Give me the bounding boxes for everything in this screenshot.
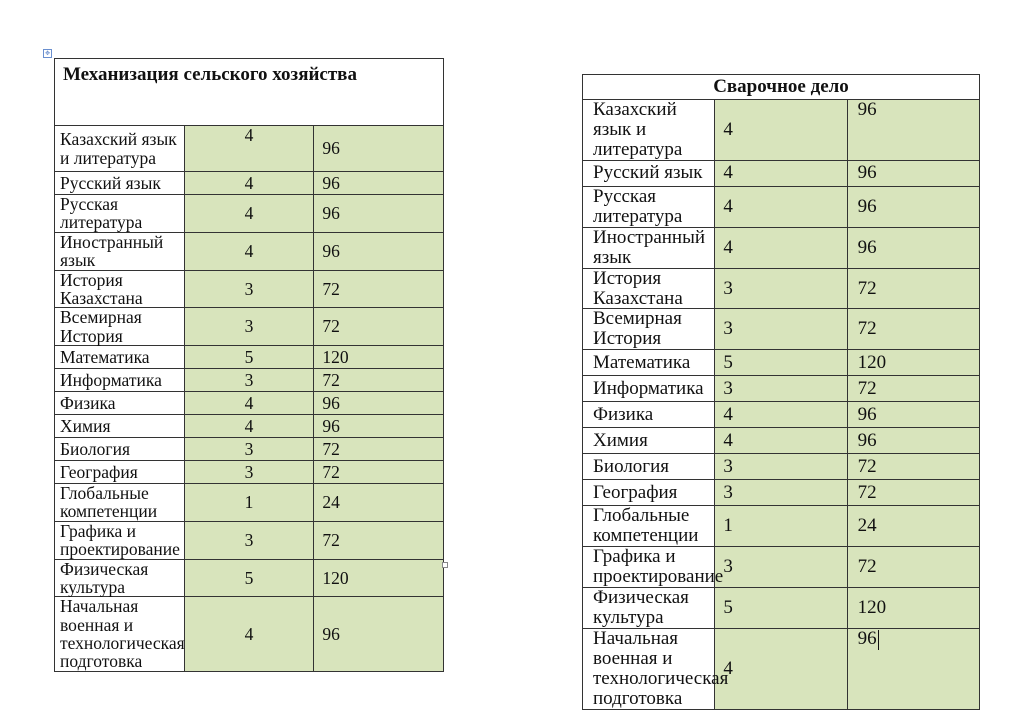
credits-cell[interactable]: 3: [715, 454, 847, 480]
hours-cell[interactable]: 72: [314, 308, 444, 346]
table-row: [583, 100, 980, 161]
credits-cell[interactable]: 4: [715, 402, 847, 428]
credits-cell[interactable]: 1: [184, 484, 314, 522]
table-title-row: [583, 75, 980, 100]
credits-cell[interactable]: 5: [715, 350, 847, 376]
credits-cell[interactable]: 4: [184, 172, 314, 195]
credits-cell[interactable]: 4: [184, 126, 314, 172]
hours-cell[interactable]: 120: [314, 559, 444, 597]
hours-cell[interactable]: 72: [314, 369, 444, 392]
hours-cell[interactable]: 96: [847, 186, 979, 227]
hours-cell[interactable]: 96: [314, 232, 444, 270]
subject-cell[interactable]: Всемирная История: [55, 308, 185, 346]
hours-value: 96: [857, 627, 877, 649]
subject-cell[interactable]: Физика: [583, 402, 715, 428]
table-row: [55, 270, 444, 308]
credits-cell[interactable]: 3: [715, 376, 847, 402]
hours-cell[interactable]: 96: [314, 597, 444, 672]
credits-cell[interactable]: 4: [184, 597, 314, 672]
subject-cell[interactable]: Химия: [583, 428, 715, 454]
hours-cell[interactable]: 96: [847, 428, 979, 454]
hours-cell[interactable]: 72: [847, 547, 979, 588]
credits-cell[interactable]: 4: [184, 392, 314, 415]
table-row: [583, 268, 980, 309]
credits-cell[interactable]: 4: [715, 186, 847, 227]
table-row: [583, 547, 980, 588]
credits-cell[interactable]: 4: [715, 100, 847, 161]
table-row: [583, 227, 980, 268]
subject-cell[interactable]: Биология: [55, 438, 185, 461]
table-row: [583, 186, 980, 227]
hours-cell[interactable]: 72: [314, 521, 444, 559]
subject-cell[interactable]: Всемирная История: [583, 309, 715, 350]
hours-cell[interactable]: 96: [314, 415, 444, 438]
credits-cell[interactable]: 3: [184, 308, 314, 346]
table-row: [55, 461, 444, 484]
credits-cell[interactable]: 4: [715, 628, 847, 709]
subject-cell[interactable]: Физика: [55, 392, 185, 415]
table-row: [55, 172, 444, 195]
subject-cell[interactable]: История Казахстана: [55, 270, 185, 308]
hours-cell[interactable]: 72: [847, 480, 979, 506]
credits-cell[interactable]: 5: [715, 588, 847, 629]
table-row: [55, 369, 444, 392]
subject-cell[interactable]: Информатика: [55, 369, 185, 392]
table-row: [583, 376, 980, 402]
hours-cell[interactable]: 96: [847, 402, 979, 428]
subject-cell[interactable]: Русский язык: [583, 160, 715, 186]
subject-cell[interactable]: География: [55, 461, 185, 484]
table-row: [55, 308, 444, 346]
hours-cell[interactable]: 72: [847, 376, 979, 402]
subject-cell[interactable]: Математика: [583, 350, 715, 376]
table-row: [583, 454, 980, 480]
table-row: [583, 309, 980, 350]
hours-cell[interactable]: 96: [314, 392, 444, 415]
hours-cell[interactable]: 120: [314, 346, 444, 369]
table-welding: [582, 74, 980, 710]
subject-cell[interactable]: Русский язык: [55, 172, 185, 195]
subject-cell[interactable]: Иностранный язык: [583, 227, 715, 268]
subject-cell[interactable]: Биология: [583, 454, 715, 480]
subject-cell[interactable]: Русская литература: [583, 186, 715, 227]
table-row: [55, 597, 444, 672]
table-row: [583, 428, 980, 454]
hours-cell[interactable]: 72: [314, 270, 444, 308]
table-row: [55, 521, 444, 559]
table-row: [583, 160, 980, 186]
hours-cell[interactable]: 96: [314, 126, 444, 172]
subject-cell[interactable]: Начальная военная и технологическая подготовка: [55, 597, 185, 672]
subject-cell[interactable]: Графика и проектирование: [583, 547, 715, 588]
credits-cell[interactable]: 5: [184, 559, 314, 597]
credits-cell[interactable]: 3: [184, 461, 314, 484]
credits-cell[interactable]: 3: [715, 480, 847, 506]
hours-cell[interactable]: [847, 628, 979, 709]
table-mechanization: [54, 58, 444, 672]
credits-cell[interactable]: 1: [715, 506, 847, 547]
subject-cell[interactable]: Начальная военная и технологическая подготовка: [583, 628, 715, 709]
credits-cell[interactable]: 4: [715, 227, 847, 268]
hours-cell[interactable]: 72: [847, 268, 979, 309]
hours-cell[interactable]: 96: [847, 160, 979, 186]
table-row: [583, 628, 980, 709]
credits-cell[interactable]: 3: [715, 309, 847, 350]
subject-cell[interactable]: История Казахстана: [583, 268, 715, 309]
table-row: [583, 506, 980, 547]
credits-cell[interactable]: 4: [184, 415, 314, 438]
hours-cell[interactable]: 72: [847, 454, 979, 480]
table-row: [55, 195, 444, 233]
table-row: [55, 126, 444, 172]
subject-cell[interactable]: Графика и проектирование: [55, 521, 185, 559]
hours-cell[interactable]: 72: [847, 309, 979, 350]
subject-cell[interactable]: Математика: [55, 346, 185, 369]
credits-cell[interactable]: 3: [184, 521, 314, 559]
table-row: [55, 484, 444, 522]
table-row: [55, 438, 444, 461]
subject-cell[interactable]: Глобальные компетенции: [583, 506, 715, 547]
subject-cell[interactable]: Глобальные компетенции: [55, 484, 185, 522]
credits-cell[interactable]: 4: [715, 160, 847, 186]
table-row: [55, 415, 444, 438]
credits-cell[interactable]: 3: [715, 547, 847, 588]
credits-cell[interactable]: 3: [184, 270, 314, 308]
hours-cell[interactable]: 96: [314, 172, 444, 195]
hours-cell[interactable]: 120: [847, 350, 979, 376]
credits-cell[interactable]: 5: [184, 346, 314, 369]
table-row: [55, 559, 444, 597]
table-title-row: [55, 59, 444, 126]
hours-cell[interactable]: 96: [314, 195, 444, 233]
table-row: [583, 480, 980, 506]
subject-cell[interactable]: Физическая культура: [583, 588, 715, 629]
table-row: [583, 350, 980, 376]
text-cursor: [878, 630, 879, 650]
subject-cell[interactable]: Химия: [55, 415, 185, 438]
table-resize-handle-icon[interactable]: [442, 562, 448, 568]
credits-cell[interactable]: 4: [715, 428, 847, 454]
hours-cell[interactable]: 24: [847, 506, 979, 547]
subject-cell[interactable]: Русская литература: [55, 195, 185, 233]
credits-cell[interactable]: 3: [184, 369, 314, 392]
table-row: [55, 346, 444, 369]
subject-cell[interactable]: Казахский язык и литература: [583, 100, 715, 161]
credits-cell[interactable]: 4: [184, 195, 314, 233]
hours-cell[interactable]: 96: [847, 227, 979, 268]
credits-cell[interactable]: 3: [715, 268, 847, 309]
hours-cell[interactable]: 120: [847, 588, 979, 629]
hours-cell[interactable]: 96: [847, 100, 979, 161]
table-title: Сварочное дело: [583, 75, 980, 100]
table-title: Механизация сельского хозяйства: [55, 59, 444, 126]
subject-cell[interactable]: Информатика: [583, 376, 715, 402]
table-row: [55, 232, 444, 270]
table-row: [583, 588, 980, 629]
hours-cell[interactable]: 72: [314, 438, 444, 461]
subject-cell[interactable]: География: [583, 480, 715, 506]
credits-cell[interactable]: 4: [184, 232, 314, 270]
table-row: [583, 402, 980, 428]
credits-cell[interactable]: 3: [184, 438, 314, 461]
hours-cell[interactable]: 24: [314, 484, 444, 522]
subject-cell[interactable]: Иностранный язык: [55, 232, 185, 270]
subject-cell[interactable]: Казахский язык и литература: [55, 126, 185, 172]
subject-cell[interactable]: Физическая культура: [55, 559, 185, 597]
table-row: [55, 392, 444, 415]
table-move-handle-icon[interactable]: ✥: [44, 50, 51, 57]
hours-cell[interactable]: 72: [314, 461, 444, 484]
